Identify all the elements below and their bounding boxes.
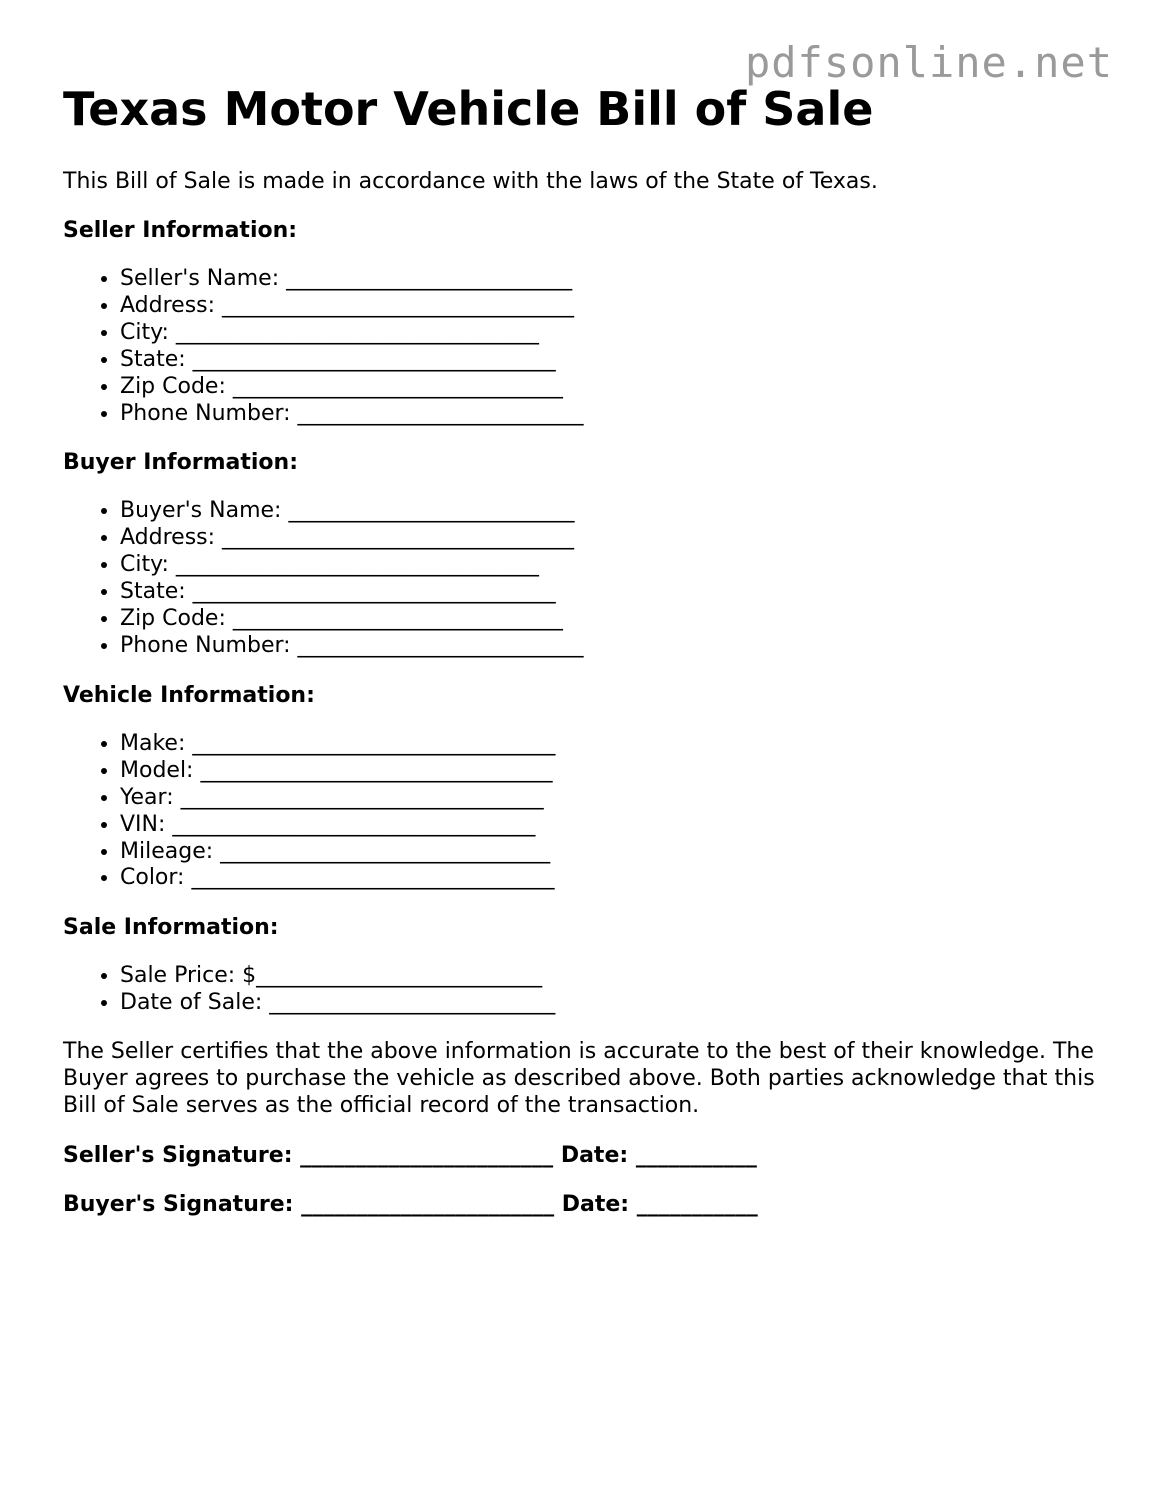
seller-address-field: • Address: ________________________________ (120, 293, 1103, 320)
intro-text: This Bill of Sale is made in accordance with the laws of the State of Texas. (63, 169, 878, 194)
vehicle-color-field: • Color: _________________________________ (120, 865, 1103, 892)
buyer-address-field: • Address: ________________________________ (120, 525, 1103, 552)
certification-paragraph: The Seller certifies that the above information is accurate to the best of their knowledge. The Buyer agrees to purchase the vehicle as described above. Both parties acknowledge that this Bill of Sale serves as the official record of the transaction. (63, 1039, 1095, 1118)
sale-fields (63, 963, 1103, 1017)
watermark: pdfsonline.net (744, 38, 1113, 87)
seller-state-field: • State: _________________________________ (120, 347, 1103, 374)
vehicle-heading: Vehicle Information: (63, 682, 315, 708)
vehicle-model-field: • Model: ________________________________ (120, 758, 1103, 785)
buyer-city-field: • City: _________________________________ (120, 552, 1103, 579)
buyer-heading: Buyer Information: (63, 450, 298, 476)
seller-heading: Seller Information: (63, 218, 298, 243)
vehicle-fields (63, 731, 1103, 892)
seller-phone-field: • Phone Number: __________________________ (120, 401, 1103, 428)
buyer-signature-line: Buyer's Signature: _______________________ Date: ___________ (63, 1191, 758, 1217)
buyer-name-field: • Buyer's Name: __________________________ (120, 498, 1103, 525)
seller-zip-field: • Zip Code: ______________________________ (120, 374, 1103, 401)
vehicle-make-field: • Make: _________________________________ (120, 731, 1103, 758)
buyer-zip-field: • Zip Code: ______________________________ (120, 606, 1103, 633)
sale-price-field: • Sale Price: $__________________________ (120, 963, 1103, 990)
document-title: Texas Motor Vehicle Bill of Sale (63, 82, 874, 136)
buyer-state-field: • State: _________________________________ (120, 579, 1103, 606)
buyer-fields (63, 498, 1103, 659)
sale-heading: Sale Information: (63, 915, 279, 941)
seller-name-field: • Seller's Name: __________________________ (120, 266, 1103, 293)
document (63, 78, 1103, 1218)
seller-fields (63, 266, 1103, 427)
vehicle-vin-field: • VIN: _________________________________ (120, 812, 1103, 839)
vehicle-year-field: • Year: _________________________________ (120, 785, 1103, 812)
seller-city-field: • City: _________________________________ (120, 320, 1103, 347)
seller-signature-line: Seller's Signature: _______________________ Date: ___________ (63, 1142, 757, 1168)
buyer-phone-field: • Phone Number: __________________________ (120, 633, 1103, 660)
sale-date-field: • Date of Sale: __________________________ (120, 990, 1103, 1017)
vehicle-mileage-field: • Mileage: ______________________________ (120, 839, 1103, 866)
